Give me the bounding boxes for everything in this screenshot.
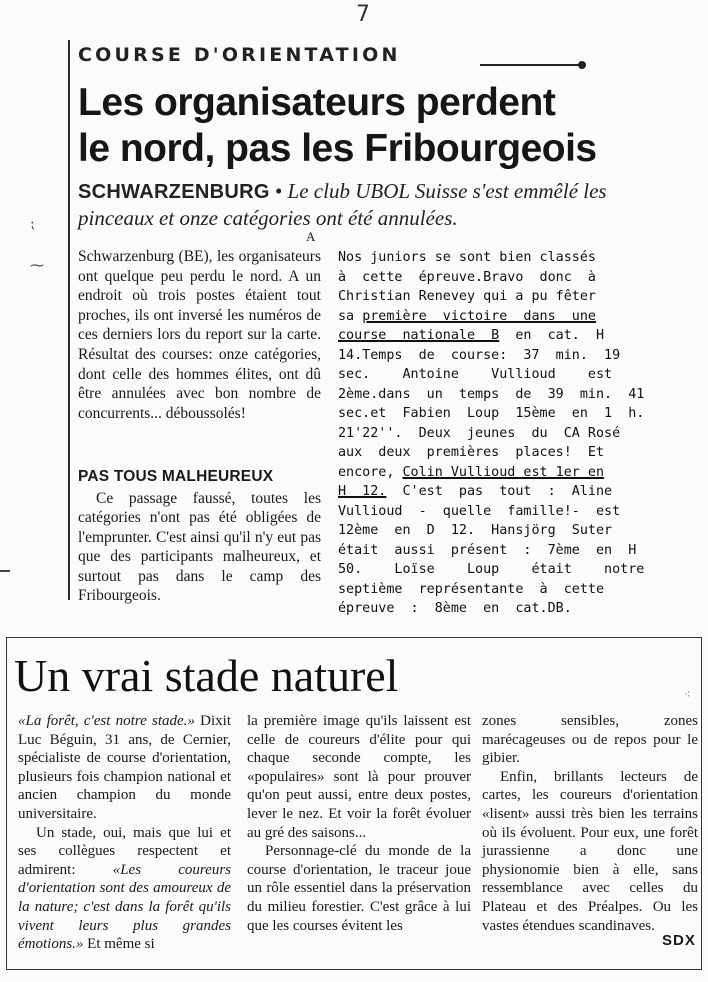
article-rule xyxy=(68,40,70,600)
insert-line: C'est pas tout : Aline xyxy=(386,484,613,499)
page-number: 7 xyxy=(356,2,370,27)
insert-line: aux deux premières places! Et xyxy=(338,445,605,460)
insert-line: 2ème.dans un temps de 39 min. 41 xyxy=(338,386,645,402)
article-subhead xyxy=(78,178,678,231)
box-column-3 xyxy=(482,712,698,935)
text: Un stade, oui, mais que lui et ses collègues respectent et admirent: xyxy=(18,824,231,878)
margin-tick xyxy=(0,570,10,572)
underlined-text: course nationale B xyxy=(338,328,500,343)
underlined-text: Colin Vullioud est 1er en xyxy=(402,464,605,480)
insert-line: en cat. H xyxy=(499,328,605,343)
box-paragraph: Personnage-clé du monde de la course d'orientation, le traceur joue un rôle essentiel dans la préservation du milieu forestier. C'est grâce à lui que les courses évitent les xyxy=(247,843,471,934)
article-kicker: COURSE D'ORIENTATION xyxy=(78,44,401,66)
section-subtitle: PAS TOUS MALHEUREUX xyxy=(78,468,274,485)
insert-line: sec.et Fabien Loup 15ème en 1 h. xyxy=(338,406,645,421)
insert-line: Vullioud - quelle famille!- est xyxy=(338,503,621,519)
margin-mark: ⁏ xyxy=(30,217,35,232)
margin-letter: A xyxy=(306,229,316,244)
insert-line: 14.Temps de course: 37 min. 19 xyxy=(338,347,621,363)
subhead-place: SCHWARZENBURG xyxy=(78,181,270,203)
insert-line: Nos juniors se sont bien classés xyxy=(338,250,596,265)
quote: «Les coureurs d'orientation sont des amoureux de la nature; c'est dans la forêt qu'ils vivent leurs plus grandes émotions.» xyxy=(18,861,231,953)
body-paragraph: Schwarzenburg (BE), les organisateurs ont quelque peu perdu le nord. A un endroit où trois postes étaient tout proches, ils ont inversé les numéros de ces derniers lors du report sur la carte. Résultat des courses: onze catégories, dont celle des hommes élites, ont dû être annulées avec bon nombre de concurrents... déboussolés! xyxy=(78,248,321,422)
box-paragraph: Enfin, brillants lecteurs de cartes, les coureurs d'orientation «lisent» aussi très bien les terrains où ils évoluent. Pour eux, une forêt jurassienne a donc une physionomie bien à elle, sans ressemblance avec celles du Plateau et des Préalpes. Ou les vastes étendues scandinaves. xyxy=(482,768,698,934)
underlined-text: H 12. xyxy=(338,484,387,499)
subhead-deck: Le club UBOL Suisse s'est emmêlé les pinceaux et onze catégories ont été annulées. xyxy=(78,179,607,230)
author-signature: SDX xyxy=(662,932,696,949)
typed-insert xyxy=(338,248,688,619)
insert-line: 12ème en D 12. Hansjörg Suter xyxy=(338,523,613,538)
margin-mark: ⁓ xyxy=(30,259,44,274)
insert-line: sa xyxy=(338,308,363,324)
article-column-1 xyxy=(78,247,321,423)
article-headline xyxy=(78,80,658,172)
insert-line: Christian Renevey qui a pu fêter xyxy=(338,289,596,304)
insert-line: septième représentante à cette xyxy=(338,581,605,597)
kicker-line xyxy=(480,64,580,66)
insert-line: était aussi présent : 7ème en H xyxy=(338,542,637,558)
headline-line: Les organisateurs perdent xyxy=(78,81,556,124)
headline-line: le nord, pas les Fribourgeois xyxy=(78,127,597,170)
box-title: Un vrai stade naturel xyxy=(14,650,399,701)
box-column-1 xyxy=(18,712,231,954)
insert-line: à cette épreuve.Bravo donc à xyxy=(338,269,596,285)
underlined-text: première victoire dans une xyxy=(362,308,596,324)
box-paragraph xyxy=(18,824,231,954)
body-paragraph: Ce passage faussé, toutes les catégories n'ont pas été obligées de l'emprunter. C'est ainsi qu'il n'y eut pas que des participants malheureux, et surtout pas dans le camp des Fribourgeois. xyxy=(78,490,321,605)
subhead-bullet: • xyxy=(274,179,283,203)
insert-line: 21'22''. Deux jeunes du CA Rosé xyxy=(338,425,621,441)
insert-line: épreuve : 8ème en cat.DB. xyxy=(338,601,572,616)
kicker-dot xyxy=(578,61,586,69)
margin-mark: ⁖ xyxy=(684,689,691,701)
text: Dixit Luc Béguin, 31 ans, de Cernier, spécialiste de course d'orientation, plusieurs fois champion national et ancien champion du monde universitaire. xyxy=(18,713,231,822)
insert-line: encore, xyxy=(338,464,403,480)
box-column-2 xyxy=(247,712,471,935)
box-paragraph: la première image qu'ils laissent est celle de coureurs d'élite pour qui chaque seconde compte, les «populaires» sont là pour prouver qu'on peut aussi, entre deux postes, lever le nez. Et voir la forêt évoluer au gré des saisons... xyxy=(247,713,471,841)
box-paragraph xyxy=(18,712,231,824)
box-paragraph: zones sensibles, zones marécageuses ou de repos pour le gibier. xyxy=(482,713,698,767)
text: Et même si xyxy=(83,936,155,953)
insert-line: 50. Loïse Loup était notre xyxy=(338,562,645,577)
insert-line: sec. Antoine Vullioud est xyxy=(338,367,613,382)
quote: «La forêt, c'est notre stade.» xyxy=(18,713,195,729)
